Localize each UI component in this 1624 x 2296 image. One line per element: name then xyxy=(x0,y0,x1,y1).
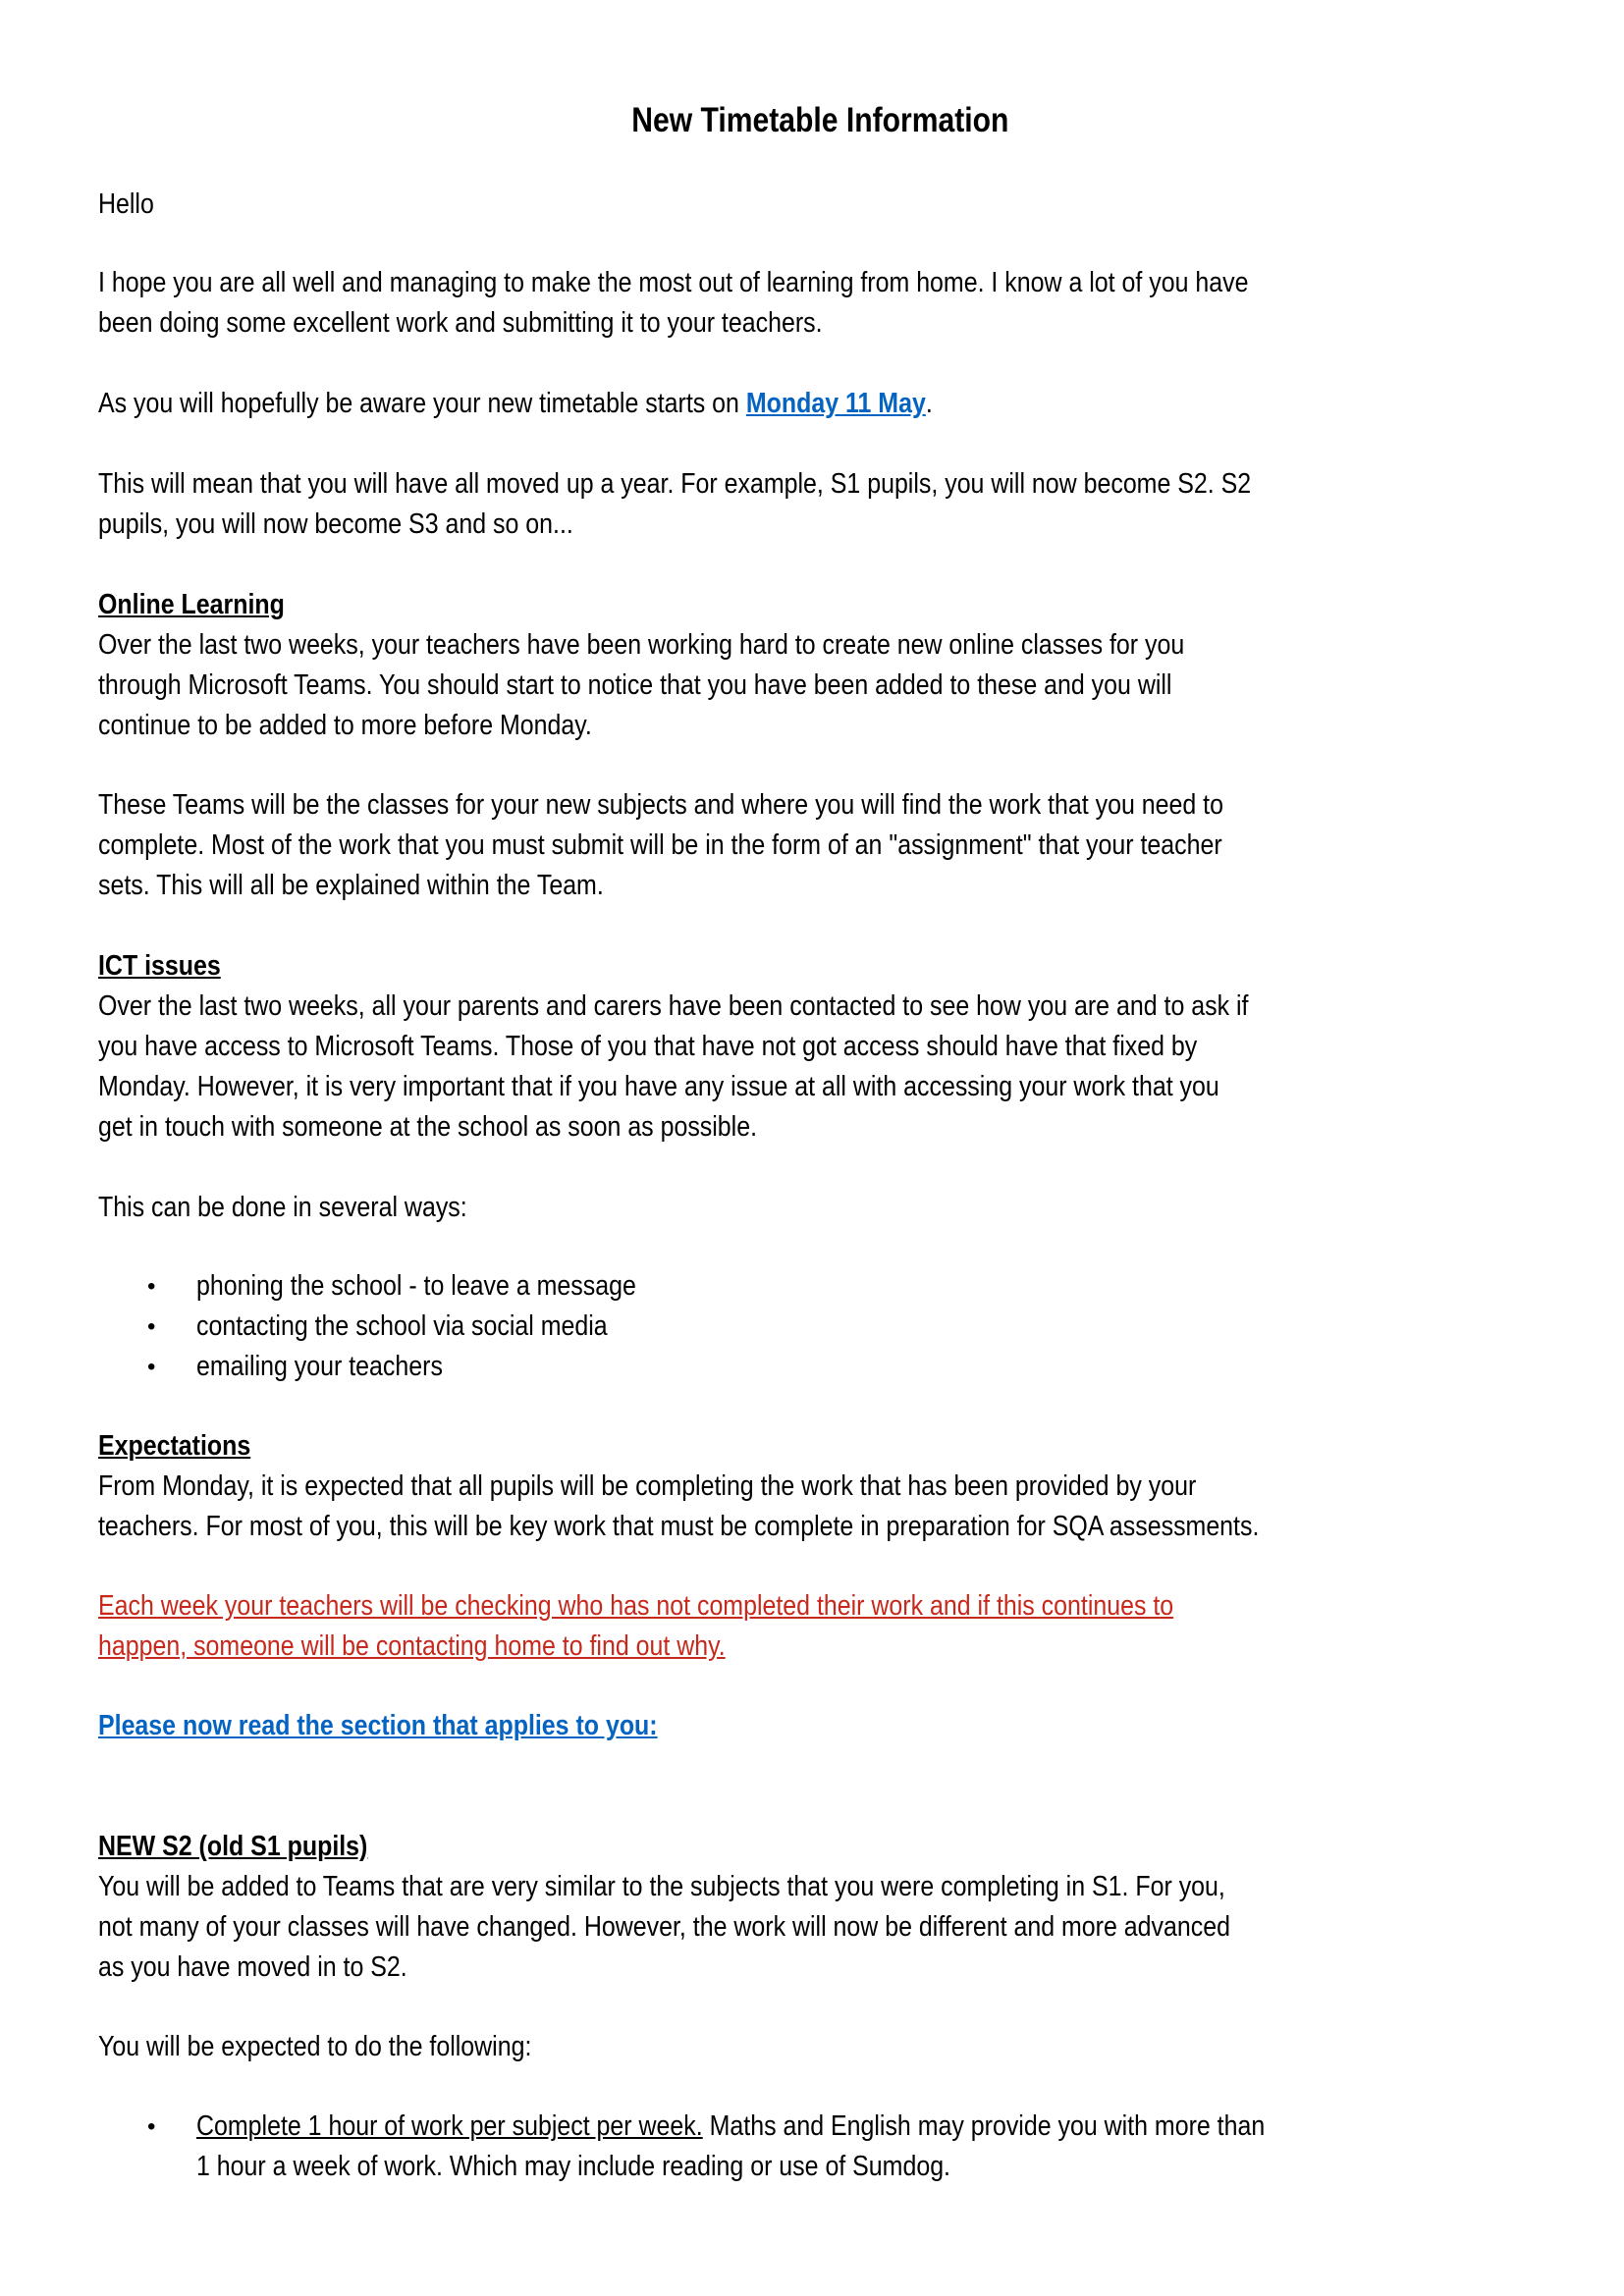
s2-heading: NEW S2 (old S1 pupils) xyxy=(98,1831,368,1862)
bullet-icon: • xyxy=(147,1273,156,1300)
ict-line-4: get in touch with someone at the school as soon as possible. xyxy=(98,1111,758,1143)
warning-line-2: happen, someone will be contacting home to find out why. xyxy=(98,1630,726,1662)
ict-heading: ICT issues xyxy=(98,950,221,982)
s2-line-1: You will be added to Teams that are very similar to the subjects that you were completing in S1. For you, xyxy=(98,1871,1225,1902)
monday-date-link[interactable]: Monday 11 May xyxy=(745,388,926,419)
online-para2-line-2: complete. Most of the work that you must submit will be in the form of an "assignment" that your teacher xyxy=(98,829,1222,861)
s2-item-1-line-2: 1 hour a week of work. Which may include reading or use of Sumdog. xyxy=(196,2151,950,2182)
s2-item-1-rest: Maths and English may provide you with more than xyxy=(702,2110,1266,2142)
ict-line-2: you have access to Microsoft Teams. Those of you that have not got access should have that fixed by xyxy=(98,1031,1198,1062)
online-para1-line-2: through Microsoft Teams. You should start to notice that you have been added to these and you will xyxy=(98,669,1172,701)
ict-line-1: Over the last two weeks, all your parents and carers have been contacted to see how you are and to ask if xyxy=(98,990,1249,1022)
moveup-line-2: pupils, you will now become S3 and so on... xyxy=(98,508,573,540)
start-prefix: As you will hopefully be aware your new timetable starts on xyxy=(98,388,746,419)
intro-line-1: I hope you are all well and managing to make the most out of learning from home. I know a lot of you have xyxy=(98,267,1249,298)
expectations-heading: Expectations xyxy=(98,1430,251,1462)
way-item-3: emailing your teachers xyxy=(196,1351,443,1382)
title-text: New Timetable Information xyxy=(630,101,1009,139)
s2-line-2: not many of your classes will have changed. However, the work will now be different and more advanced xyxy=(98,1911,1230,1943)
s2-item-1-underlined: Complete 1 hour of work per subject per week. xyxy=(196,2110,703,2142)
online-para2-line-1: These Teams will be the classes for your new subjects and where you will find the work that you need to xyxy=(98,789,1223,821)
ways-intro: This can be done in several ways: xyxy=(98,1192,467,1223)
moveup-line-1: This will mean that you will have all moved up a year. For example, S1 pupils, you will now become S2. S2 xyxy=(98,468,1252,500)
expectations-line-1: From Monday, it is expected that all pupils will be completing the work that has been provided by your xyxy=(98,1470,1197,1502)
online-para1-line-3: continue to be added to more before Monday. xyxy=(98,710,592,741)
bullet-icon: • xyxy=(147,1354,156,1380)
online-para1-line-1: Over the last two weeks, your teachers have been working hard to create new online classes for you xyxy=(98,629,1185,661)
warning-line-1: Each week your teachers will be checking who has not completed their work and if this continues to xyxy=(98,1590,1174,1622)
start-date-paragraph xyxy=(98,384,933,424)
greeting: Hello xyxy=(98,188,154,220)
expectations-line-2: teachers. For most of you, this will be key work that must be complete in preparation for SQA assessments. xyxy=(98,1511,1260,1542)
document-title xyxy=(98,101,1542,140)
s2-line-3: as you have moved in to S2. xyxy=(98,1951,407,1983)
intro-line-2: been doing some excellent work and submitting it to your teachers. xyxy=(98,307,823,339)
ict-line-3: Monday. However, it is very important that if you have any issue at all with accessing your work that you xyxy=(98,1071,1219,1102)
online-para2-line-3: sets. This will all be explained within the Team. xyxy=(98,870,604,901)
read-section-link[interactable]: Please now read the section that applies to you: xyxy=(98,1710,658,1741)
online-learning-heading: Online Learning xyxy=(98,589,285,620)
bullet-icon: • xyxy=(147,1313,156,1340)
way-item-1: phoning the school - to leave a message xyxy=(196,1270,636,1302)
s2-expected-intro: You will be expected to do the following: xyxy=(98,2031,532,2062)
start-suffix: . xyxy=(925,388,933,419)
bullet-icon: • xyxy=(147,2113,156,2140)
way-item-2: contacting the school via social media xyxy=(196,1310,608,1342)
s2-item-1 xyxy=(196,2107,1265,2147)
